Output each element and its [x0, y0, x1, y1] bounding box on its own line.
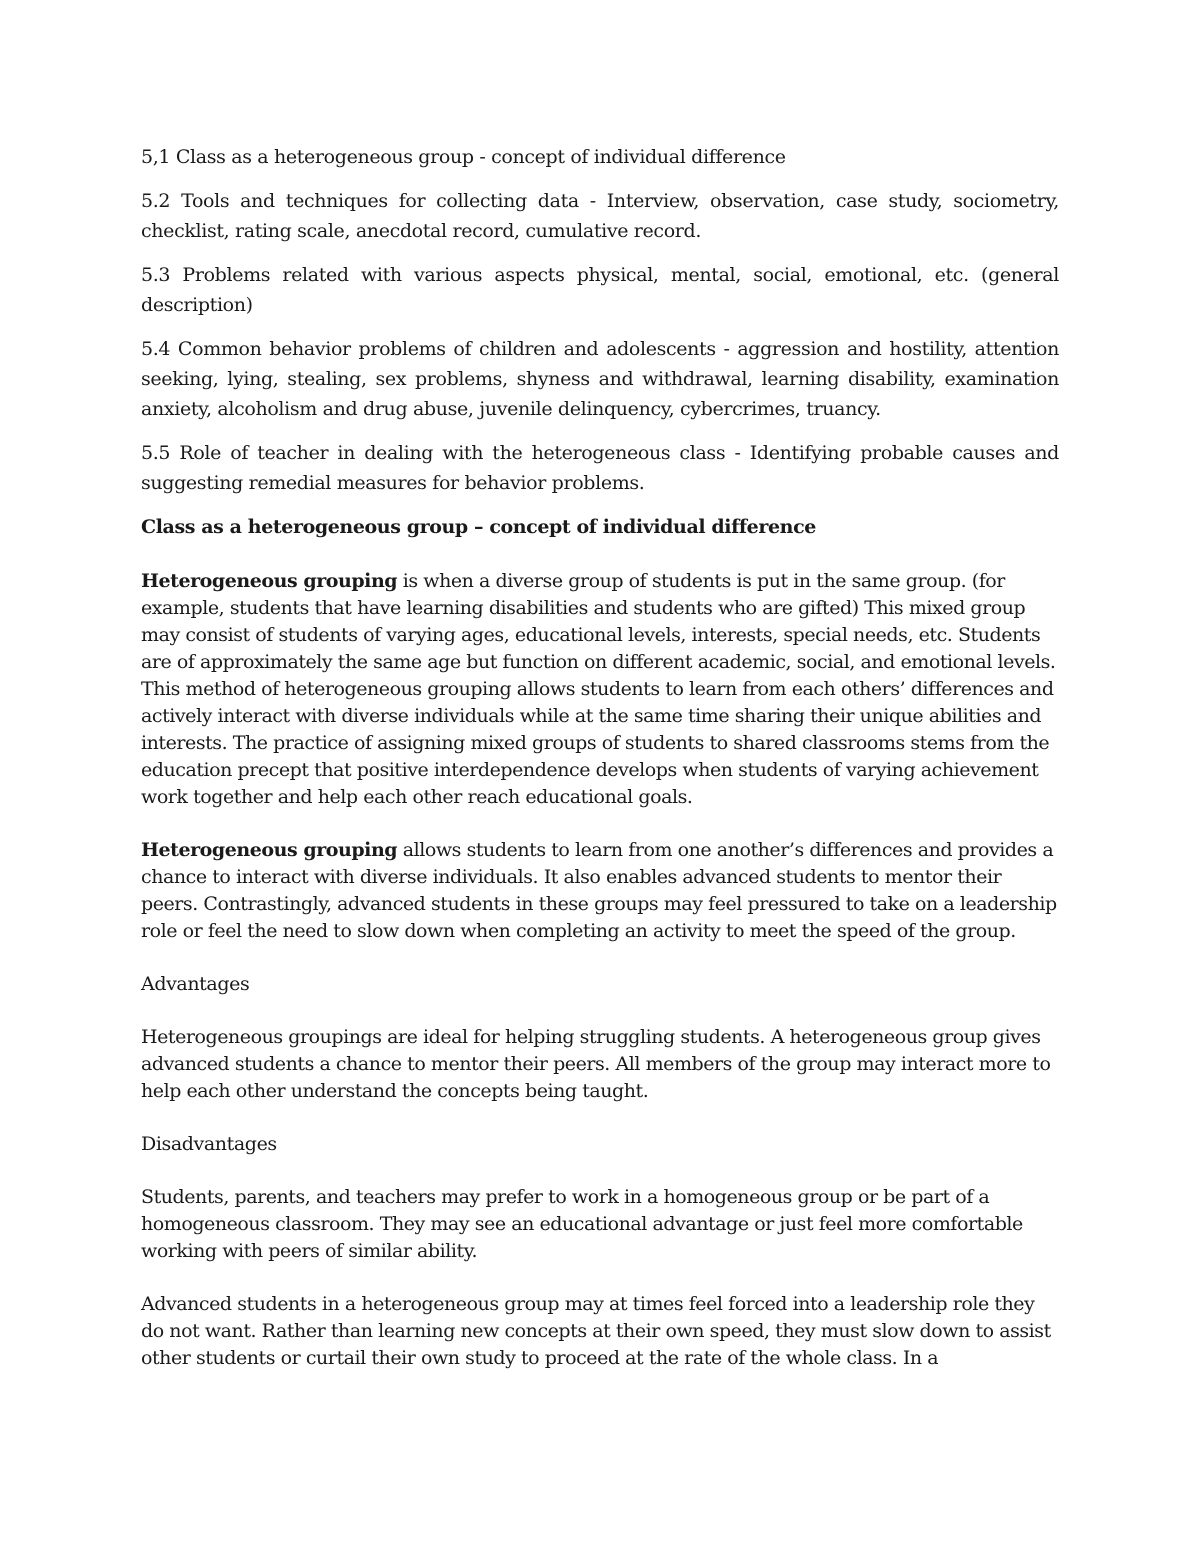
disadvantages-paragraph-2: Advanced students in a heterogeneous group may at times feel forced into a leadership role they do not want. Rather than learning new concepts at their own speed, they must slow down to assist other students or curtail their own study to proceed at the rate of the whole class. In a: [141, 1293, 1051, 1369]
syllabus-item-5-4: 5.4 Common behavior problems of children and adolescents - aggression and hostility, attention seeking, lying, stealing, sex problems, shyness and withdrawal, learning disability, examination anxiety, alcoholism and drug abuse, juvenile delinquency, cybercrimes, truancy.: [141, 338, 1059, 420]
disadvantages-paragraph-1: Students, parents, and teachers may prefer to work in a homogeneous group or be part of a homogeneous classroom. They may see an educational advantage or just feel more comfortable working with peers of similar ability.: [141, 1186, 1023, 1262]
syllabus-item-5-1: 5,1 Class as a heterogeneous group - concept of individual difference: [141, 146, 786, 168]
section-heading: Class as a heterogeneous group – concept of individual difference: [141, 516, 816, 538]
paragraph-text: is when a diverse group of students is put in the same group. (for example, students that have learning disabilities and students who are gifted) This mixed group may consist of students of varying ages, educational levels, interests, special needs, etc. Students are of approximately the same age but function on different academic, social, and emotional levels. This method of heterogeneous grouping allows students to learn from each others’ differences and actively interact with diverse individuals while at the same time sharing their unique abilities and interests. The practice of assigning mixed groups of students to shared classrooms stems from the education precept that positive interdependence develops when students of varying achievement work together and help each other reach educational goals.: [141, 570, 1056, 808]
disadvantages-heading: Disadvantages: [141, 1133, 277, 1155]
paragraph-heterogeneous-grouping-effects: [141, 837, 1059, 945]
syllabus-item-5-2: 5.2 Tools and techniques for collecting data - Interview, observation, case study, sociometry, checklist, rating scale, anecdotal record, cumulative record.: [141, 190, 1059, 242]
document-page: [141, 142, 1059, 1398]
syllabus-item-5-5: 5.5 Role of teacher in dealing with the heterogeneous class - Identifying probable causes and suggesting remedial measures for behavior problems.: [141, 442, 1059, 494]
bold-term: Heterogeneous grouping: [141, 839, 398, 861]
bold-term: Heterogeneous grouping: [141, 570, 398, 592]
syllabus-item-5-3: 5.3 Problems related with various aspects physical, mental, social, emotional, etc. (general description): [141, 264, 1059, 316]
advantages-paragraph: Heterogeneous groupings are ideal for helping struggling students. A heterogeneous group gives advanced students a chance to mentor their peers. All members of the group may interact more to help each other understand the concepts being taught.: [141, 1026, 1051, 1102]
paragraph-heterogeneous-grouping-definition: [141, 568, 1059, 811]
paragraph-text: allows students to learn from one another’s differences and provides a chance to interact with diverse individuals. It also enables advanced students to mentor their peers. Contrastingly, advanced students in these groups may feel pressured to take on a leadership role or feel the need to slow down when completing an activity to meet the speed of the group.: [141, 839, 1057, 942]
advantages-heading: Advantages: [141, 973, 250, 995]
